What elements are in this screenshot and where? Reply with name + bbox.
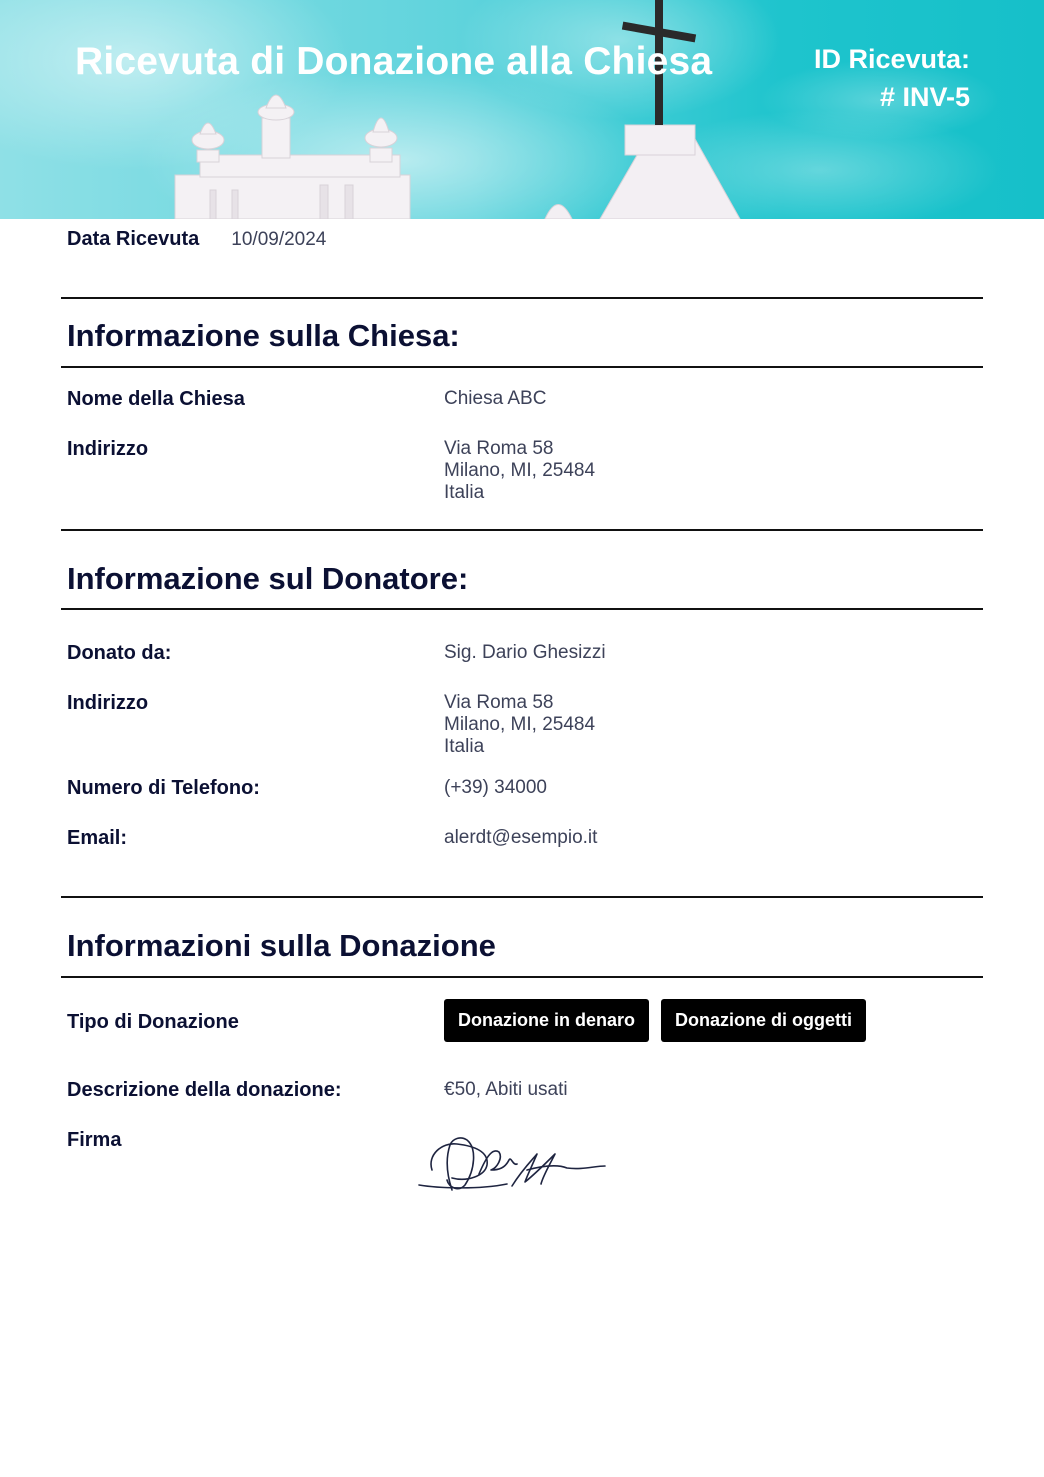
donation-type-tags xyxy=(444,999,878,1042)
donor-section-heading: Informazione sul Donatore: xyxy=(67,561,469,596)
donor-phone-value: (+39) 34000 xyxy=(444,777,547,798)
donor-email-label: Email: xyxy=(67,827,128,849)
handwritten-signature xyxy=(417,1130,609,1196)
divider xyxy=(61,608,983,610)
donor-email-value: alerdt@esempio.it xyxy=(444,827,598,848)
church-address-value: Via Roma 58 Milano, MI, 25484 Italia xyxy=(444,438,596,503)
receipt-date-label: Data Ricevuta xyxy=(67,228,200,250)
church-address-label: Indirizzo xyxy=(67,438,149,460)
donation-description-label: Descrizione della donazione: xyxy=(67,1079,342,1101)
donor-name-label: Donato da: xyxy=(67,642,172,664)
donation-type-label: Tipo di Donazione xyxy=(67,1011,239,1033)
receipt-id-value: # INV-5 xyxy=(879,82,970,112)
page-title: Ricevuta di Donazione alla Chiesa xyxy=(75,40,713,83)
donor-address-label: Indirizzo xyxy=(67,692,149,714)
donor-phone-label: Numero di Telefono: xyxy=(67,777,260,799)
divider xyxy=(61,366,983,368)
donor-address-value: Via Roma 58 Milano, MI, 25484 Italia xyxy=(444,692,596,757)
donation-type-money-tag: Donazione in denaro xyxy=(444,999,649,1042)
donation-description-value: €50, Abiti usati xyxy=(444,1079,568,1100)
donation-section-heading: Informazioni sulla Donazione xyxy=(67,928,496,963)
donation-type-items-tag: Donazione di oggetti xyxy=(661,999,866,1042)
receipt-id xyxy=(814,40,970,116)
receipt-id-label: ID Ricevuta: xyxy=(813,44,970,74)
divider xyxy=(61,529,983,531)
church-section-heading: Informazione sulla Chiesa: xyxy=(67,318,460,353)
church-name-label: Nome della Chiesa xyxy=(67,388,245,410)
donor-name-value: Sig. Dario Ghesizzi xyxy=(444,642,606,663)
receipt-date-row xyxy=(67,228,326,251)
church-name-value: Chiesa ABC xyxy=(444,388,547,409)
receipt-date-value: 10/09/2024 xyxy=(231,229,327,250)
divider xyxy=(61,896,983,898)
divider xyxy=(61,297,983,299)
divider xyxy=(61,976,983,978)
signature-label: Firma xyxy=(67,1129,122,1151)
